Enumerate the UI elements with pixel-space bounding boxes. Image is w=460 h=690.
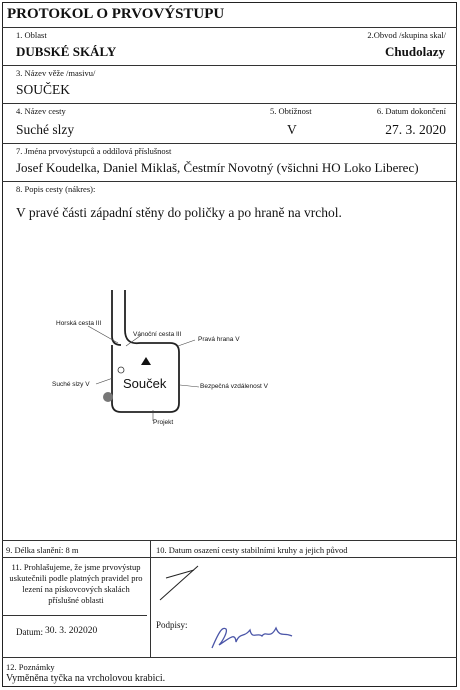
- prohlaseni-text: 11. Prohlašujeme, že jsme prvovýstup uskutečnili podle platných pravidel pro lezení na pískovcových skalách příslušné oblasti: [9, 562, 143, 605]
- poznamky-value: Vyměněna tyčka na vrcholovou krabici.: [6, 673, 166, 684]
- obvod-value: Chudolazy: [385, 44, 445, 59]
- cesta-value: Suché slzy: [16, 122, 75, 137]
- jmena-label: 7. Jména prvovýstupců a oddílová příslušnost: [16, 146, 172, 156]
- cesta-label: 4. Název cesty: [16, 106, 66, 116]
- arrow-bezpecna: [180, 385, 199, 387]
- podpisy-label: Podpisy:: [156, 620, 188, 630]
- start-circle-icon: [118, 367, 124, 373]
- summit-icon: [141, 357, 151, 365]
- route-label-vanocni: Vánoční cesta III: [133, 331, 182, 338]
- datum-dokonceni-value: 27. 3. 2020: [385, 122, 446, 137]
- datum-label: Datum:: [16, 627, 43, 637]
- vez-label: 3. Název věže /masivu/: [16, 68, 96, 78]
- page-title: PROTOKOL O PRVOVÝSTUPU: [7, 6, 225, 22]
- obvod-label: 2.Obvod /skupina skal/: [367, 30, 446, 40]
- popis-label: 8. Popis cesty (nákres):: [16, 184, 96, 194]
- route-label-bezpecna: Bezpečná vzdálenost V: [200, 383, 268, 390]
- arrow-prava: [178, 340, 195, 346]
- tower-outline: [112, 290, 182, 412]
- route-label-suche: Suché slzy V: [52, 381, 90, 388]
- route-label-projekt: Projekt: [153, 419, 174, 426]
- route-label-horska: Horská cesta III: [56, 320, 102, 327]
- obtiznost-label: 5. Obtížnost: [270, 106, 312, 116]
- oblast-value: DUBSKÉ SKÁLY: [16, 44, 117, 59]
- route-label-prava: Pravá hrana V: [198, 336, 240, 343]
- signature: [212, 628, 292, 648]
- popis-value: V pravé části západní stěny do poličky a po hraně na vrchol.: [16, 205, 342, 220]
- obtiznost-value: V: [287, 122, 297, 137]
- arrow-suche: [96, 378, 113, 384]
- tower-name: Souček: [123, 376, 167, 391]
- tower-outline: [112, 290, 121, 345]
- field10-strike: [160, 566, 198, 600]
- datum-value: 30. 3. 202020: [45, 626, 98, 636]
- oblast-label: 1. Oblast: [16, 30, 47, 40]
- jmena-value: Josef Koudelka, Daniel Miklaš, Čestmír Novotný (všichni HO Loko Liberec): [16, 160, 419, 175]
- delka-label: 9. Délka slanění: 8 m: [6, 545, 79, 555]
- osazeni-label: 10. Datum osazení cesty stabilními kruhy a jejich původ: [156, 545, 348, 555]
- poznamky-label: 12. Poznámky: [6, 662, 55, 672]
- vez-value: SOUČEK: [16, 82, 71, 97]
- marker-dot-icon: [103, 392, 113, 402]
- arrow-horska: [88, 326, 118, 343]
- datum-dokonceni-label: 6. Datum dokončení: [376, 106, 446, 116]
